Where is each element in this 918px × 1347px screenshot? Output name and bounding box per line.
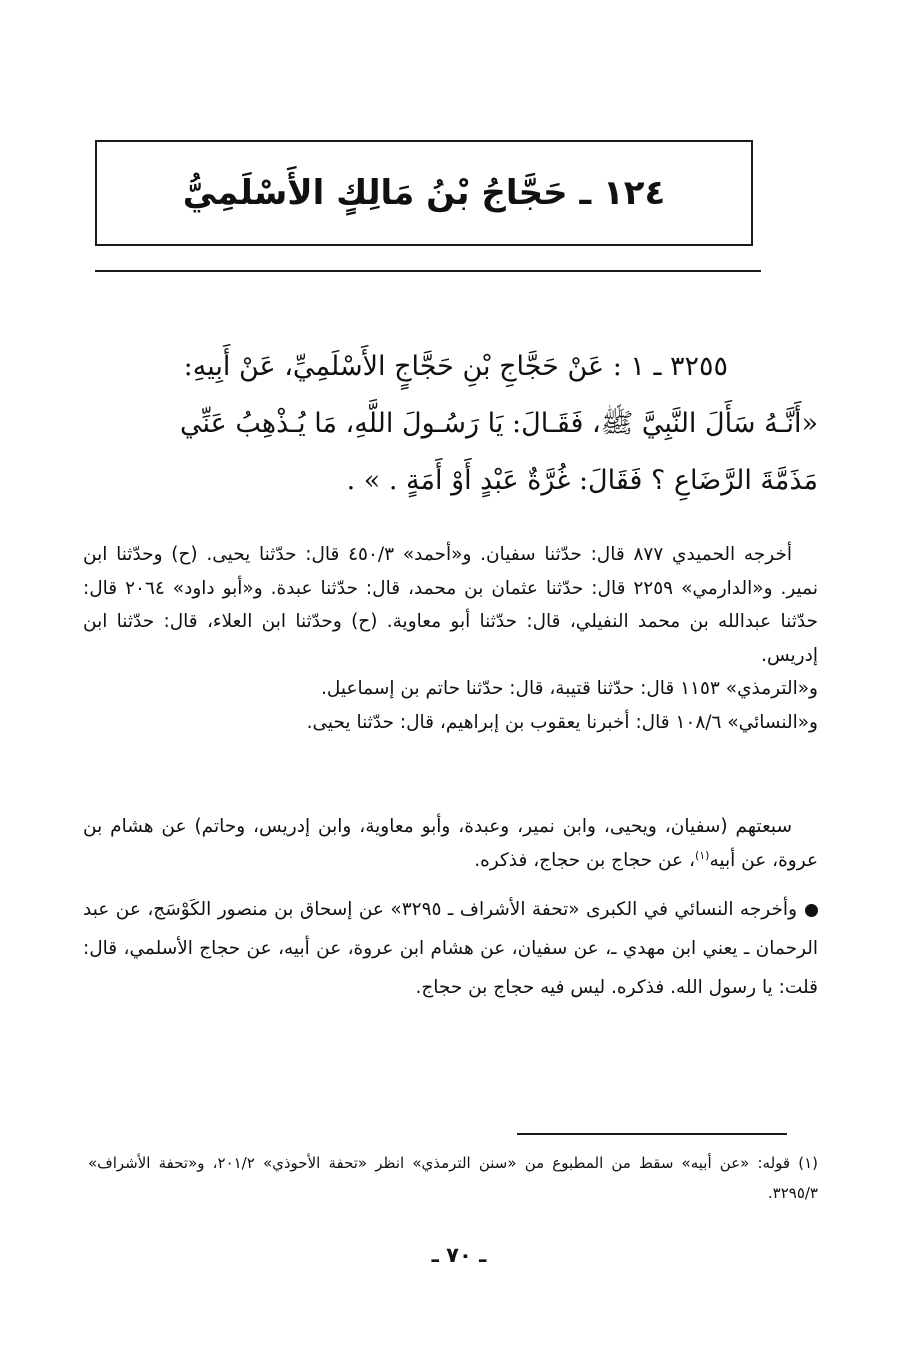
nasai-note [83,890,818,1007]
summary-text: سبعتهم (سفيان، ويحيى، وابن نمير، وعبدة، وأبو معاوية، وابن إدريس، وحاتم) عن هشام بن عروة، عن أبيه [83,816,818,871]
takhrij-paragraph: و«النسائي» ١٠٨/٦ قال: أخبرنا يعقوب بن إبراهيم، قال: حدّثنا يحيى. [306,711,818,733]
title-divider [95,270,761,272]
summary-paragraph [83,810,818,877]
hadith-line: ٣٢٥٥ ـ ١ : عَنْ حَجَّاجِ بْنِ حَجَّاجٍ الأَسْلَمِيِّ، عَنْ أَبِيهِ: [183,351,728,382]
footnote [88,1148,818,1208]
footnote-marker[interactable]: (١) [694,848,710,862]
hadith-text [83,338,818,509]
bullet-icon [805,904,818,917]
page-number: ـ ٧٠ ـ [431,1243,487,1267]
takhrij-paragraph: و«الترمذي» ١١٥٣ قال: حدّثنا قتيبة، قال: حدّثنا حاتم بن إسماعيل. [321,678,818,699]
footnote-divider [517,1133,787,1135]
chapter-title: ١٢٤ ـ حَجَّاجُ بْنُ مَالِكٍ الأَسْلَمِيُّ [182,173,666,213]
footnote-text: (١) قوله: «عن أبيه» سقط من المطبوع من «سنن الترمذي» انظر «تحفة الأحوذي» ٢٠١/٢، و«تحفة الأشراف» ٣٢٩٥/٣. [88,1154,818,1202]
summary-text-end: ، عن حجاج بن حجاج، فذكره. [474,849,695,871]
takhrij-section [83,538,818,739]
hadith-line: مَذَمَّةَ الرَّضَاعِ ؟ فَقَالَ: غُرَّةٌ عَبْدٍ أَوْ أَمَةٍ . » . [346,465,818,496]
nasai-paragraph [83,890,818,1007]
chapter-title-box [95,140,753,246]
nasai-text: وأخرجه النسائي في الكبرى «تحفة الأشراف ـ ٣٢٩٥» عن إسحاق بن منصور الكَوْسَج، عن عبد الرحمان ـ يعني ابن مهدي ـ، عن سفيان، عن هشام ابن عروة، عن أبيه، عن حجاج الأسلمي، قال: قلت: يا رسول الله. فذكره. ليس فيه حجاج بن حجاج. [83,899,818,998]
chains-summary [83,810,818,877]
takhrij-paragraph: أخرجه الحميدي ٨٧٧ قال: حدّثنا سفيان. و«أحمد» ٤٥٠/٣ قال: حدّثنا يحيى. (ح) وحدّثنا ابن نمير. و«الدارمي» ٢٢٥٩ قال: حدّثنا عثمان بن محمد، قال: حدّثنا عبدة. و«أبو داود» ٢٠٦٤ قال: حدّثنا عبدالله بن محمد النفيلي، قال: حدّثنا أبو معاوية. (ح) وحدّثنا ابن العلاء، قال: حدّثنا ابن إدريس. [83,544,818,666]
hadith-line: «أَنَّـهُ سَأَلَ النَّبِيَّ ﷺ، فَقَـالَ: يَا رَسُـولَ اللَّهِ، مَا يُـذْهِبُ عَنِّي [179,408,818,439]
